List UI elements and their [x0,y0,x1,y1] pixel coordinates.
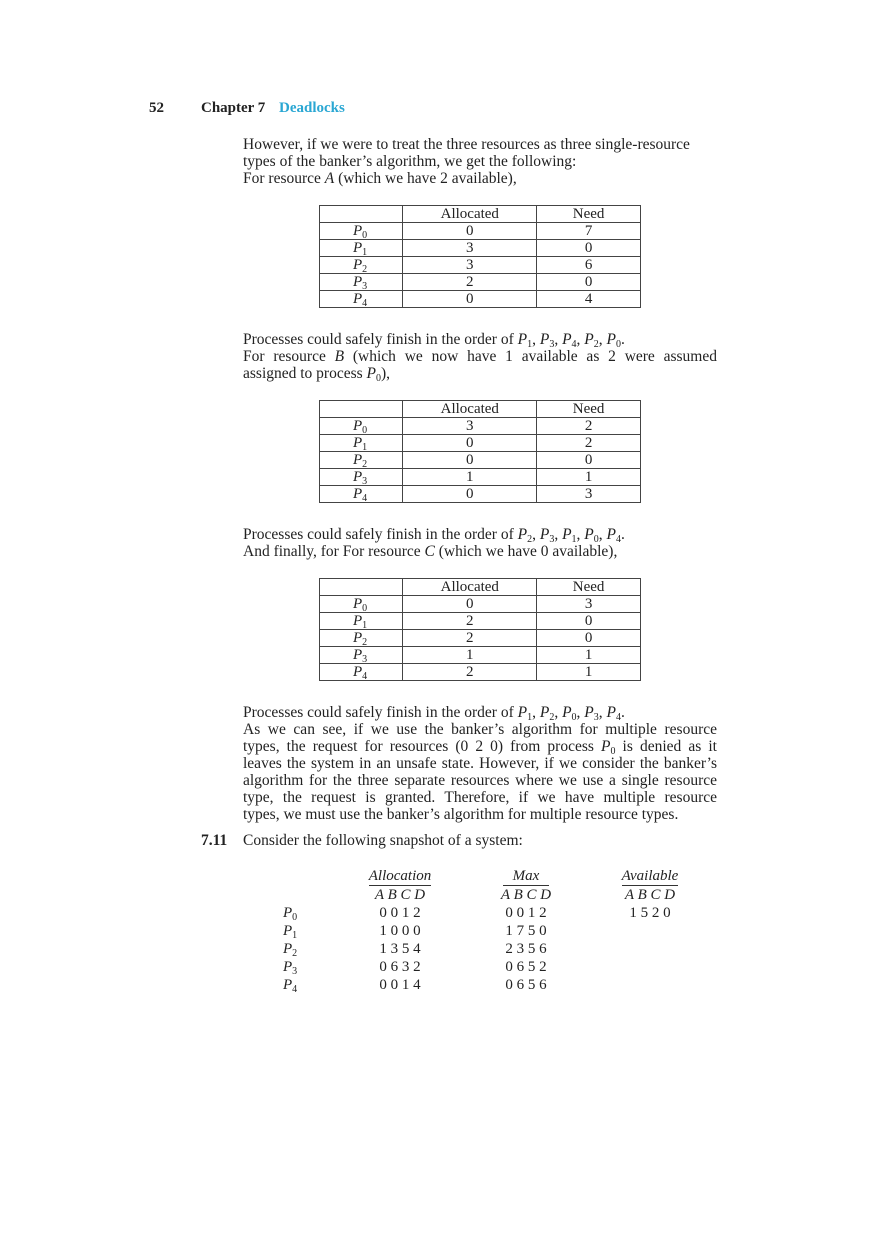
process-label: $P_2$ [283,941,298,959]
table-cell: 0 6 3 2 [379,959,421,975]
table-row: $P_3$ 1 1 [320,647,641,664]
column-letters: A B C D [624,887,676,903]
page-header [0,100,880,120]
process-label: $P_4$ [283,977,298,995]
allocated-header: Allocated [403,206,537,223]
max-heading: Max [503,867,550,886]
table-header-row [320,401,641,418]
text-line: type, the request is granted. Therefore, if we have multiple resource [243,789,717,806]
process-label: $P_3$ [283,959,298,977]
column-letters: A B C D [500,887,552,903]
text-line: For resource A (which we have 2 available), [243,170,517,187]
table-cell: 0 0 1 2 [505,905,547,921]
table-cell: 1 3 5 4 [379,941,421,957]
text-line: As we can see, if we use the banker’s algorithm for multiple resource [243,721,717,738]
snapshot-max-column [496,867,556,994]
conclusion-paragraph [243,704,717,823]
chapter-label: Chapter 7 [201,100,266,116]
resource-b-table [319,400,641,503]
allocated-header: Allocated [403,401,537,418]
table-cell: 0 6 5 6 [505,977,547,993]
table-cell: 0 0 1 2 [379,905,421,921]
table-row: $P_1$ 3 0 [320,240,641,257]
table-row: $P_2$ 0 0 [320,452,641,469]
order-line: Processes could safely finish in the order of $P_1$, $P_3$, $P_4$, $P_2$, $P_0$. [243,331,625,350]
need-header: Need [537,206,641,223]
text-line: And finally, for For resource C (which we have 0 available), [243,543,618,560]
table-row: $P_0$ 0 7 [320,223,641,240]
table-row: $P_4$ 0 4 [320,291,641,308]
need-header: Need [537,401,641,418]
text-line: types, we must use the banker’s algorithm for multiple resource types. [243,806,679,823]
table-header-row [320,579,641,596]
text-line: types, the request for resources (0 2 0) from process $P_0$ is denied as it [243,738,717,757]
intro-paragraph [243,136,717,187]
table-row: $P_2$ 3 6 [320,257,641,274]
table-row: $P_0$ 0 3 [320,596,641,613]
paragraph-resource-c [243,526,717,560]
table-row: $P_3$ 2 0 [320,274,641,291]
column-letters: A B C D [374,887,426,903]
table-header-row [320,206,641,223]
text-line: leaves the system in an unsafe state. However, if we consider the banker’s [243,755,717,772]
exercise-number: 7.11 [201,832,228,849]
table-row: $P_4$ 0 3 [320,486,641,503]
text-line: types of the banker’s algorithm, we get the following: [243,153,577,170]
process-label: $P_0$ [283,905,298,923]
table-row: $P_4$ 2 1 [320,664,641,681]
snapshot-allocation-column [367,867,433,994]
table-row: $P_2$ 2 0 [320,630,641,647]
snapshot-process-column [283,904,297,994]
chapter-title: Deadlocks [279,100,345,116]
text-line: algorithm for the three separate resources where we use a single resource [243,772,717,789]
order-line: Processes could safely finish in the order of $P_2$, $P_3$, $P_1$, $P_0$, $P_4$. [243,526,625,545]
allocation-heading: Allocation [368,868,432,884]
process-label: $P_1$ [283,923,298,941]
table-cell: 0 6 5 2 [505,959,547,975]
table-cell: 0 0 1 4 [379,977,421,993]
allocated-header: Allocated [403,579,537,596]
table-row: $P_3$ 1 1 [320,469,641,486]
snapshot-available-column [619,867,681,922]
table-cell: 2 3 5 6 [505,941,547,957]
resource-a-table [319,205,641,308]
table-row: $P_1$ 2 0 [320,613,641,630]
available-heading: Available [621,868,679,884]
table-row: $P_0$ 3 2 [320,418,641,435]
table-cell: 1 0 0 0 [379,923,421,939]
need-header: Need [537,579,641,596]
table-cell: 1 7 5 0 [505,923,547,939]
text-line: However, if we were to treat the three resources as three single-resource [243,136,690,153]
text-line: For resource B (which we now have 1 available as 2 were assumed [243,348,717,365]
table-row: $P_1$ 0 2 [320,435,641,452]
page-number: 52 [149,100,164,116]
exercise-text: Consider the following snapshot of a system: [243,832,523,849]
text-line: assigned to process $P_0$), [243,365,391,384]
resource-c-table [319,578,641,681]
table-cell: 1 5 2 0 [629,905,671,921]
order-line: Processes could safely finish in the order of $P_1$, $P_2$, $P_0$, $P_3$, $P_4$. [243,704,625,723]
paragraph-resource-b [243,331,717,382]
